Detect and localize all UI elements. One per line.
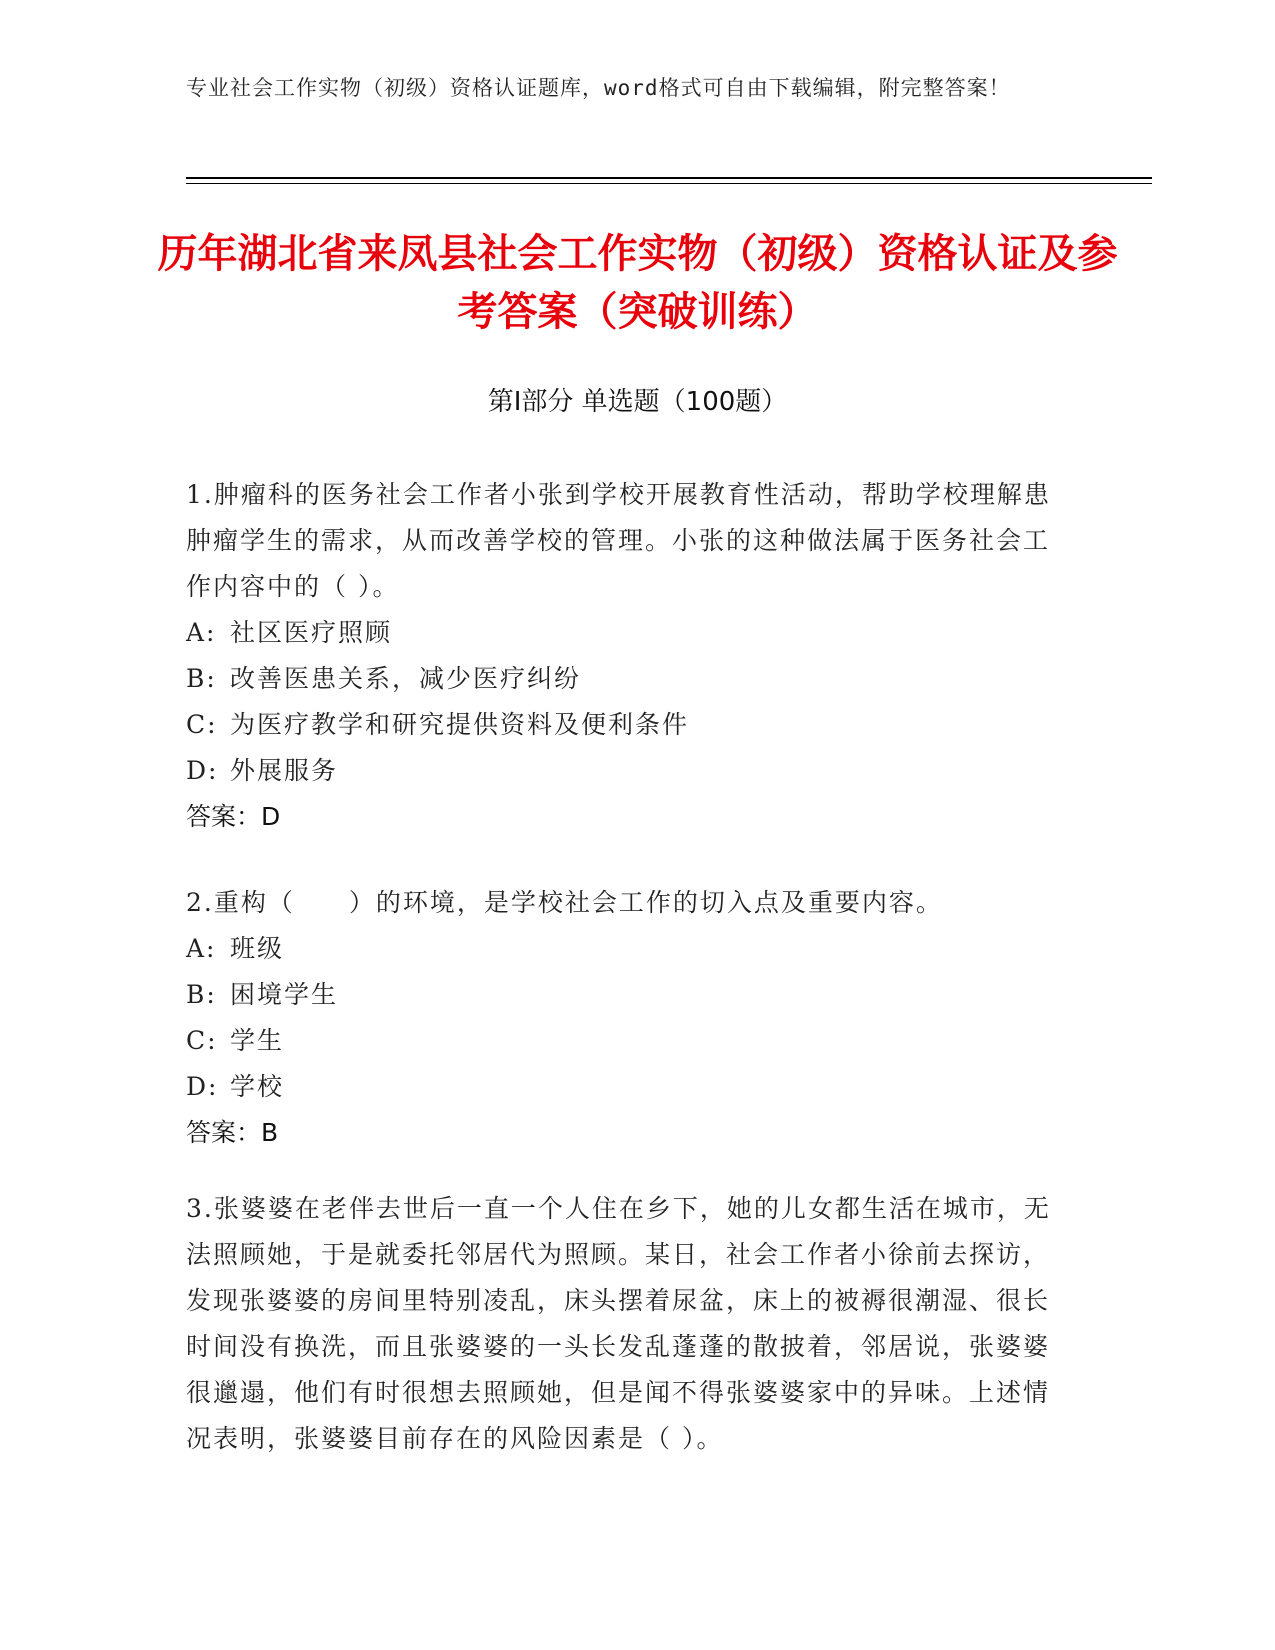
option-c: [186, 1018, 1066, 1064]
option-b: [186, 656, 1066, 702]
header-rule-thin: [186, 183, 1152, 184]
question-stem: 3.张婆婆在老伴去世后一直一个人住在乡下，她的儿女都生活在城市，无法照顾她，于是就委托邻居代为照顾。某日，社会工作者小徐前去探访，发现张婆婆的房间里特别凌乱，床头摆着尿盆，床上的被褥很潮湿、很长时间没有换洗，而且张婆婆的一头长发乱蓬蓬的散披着，邻居说，张婆婆很邋遢，他们有时很想去照顾她，但是闻不得张婆婆家中的异味。上述情况表明，张婆婆目前存在的风险因素是（ ）。: [186, 1194, 1051, 1453]
document-title: 历年湖北省来凤县社会工作实物（初级）资格认证及参考答案（突破训练）: [157, 231, 1118, 335]
option-d: [186, 1064, 1066, 1110]
option-key: C:: [186, 710, 218, 739]
header-note: 专业社会工作实物（初级）资格认证题库，word格式可自由下载编辑，附完整答案！: [186, 76, 1011, 100]
option-a: [186, 610, 1066, 656]
option-key: B:: [186, 980, 217, 1009]
option-text: 班级: [230, 934, 285, 963]
option-d: [186, 748, 1066, 794]
question-stem: 1.肿瘤科的医务社会工作者小张到学校开展教育性活动，帮助学校理解患肿瘤学生的需求，从而改善学校的管理。小张的这种做法属于医务社会工作内容中的（ ）。: [186, 480, 1051, 601]
question-3: [186, 1186, 1066, 1462]
question-1: [186, 472, 1066, 840]
option-text: 学生: [230, 1026, 285, 1055]
option-key: C:: [186, 1026, 218, 1055]
option-text: 外展服务: [230, 756, 339, 785]
option-key: B:: [186, 664, 217, 693]
option-text: 改善医患关系，减少医疗纠纷: [230, 664, 582, 693]
question-stem: 2.重构（ ）的环境，是学校社会工作的切入点及重要内容。: [186, 888, 943, 917]
option-b: [186, 972, 1066, 1018]
section-title: 第Ⅰ部分 单选题（100题）: [487, 387, 788, 417]
header-rule-thick: [186, 177, 1152, 179]
question-2: [186, 880, 1066, 1156]
option-key: D:: [186, 1072, 219, 1101]
option-key: A:: [186, 934, 217, 963]
option-key: A:: [186, 618, 217, 647]
option-text: 困境学生: [230, 980, 339, 1009]
option-text: 为医疗教学和研究提供资料及便利条件: [230, 710, 690, 739]
option-key: D:: [186, 756, 219, 785]
option-text: 社区医疗照顾: [230, 618, 393, 647]
option-a: [186, 926, 1066, 972]
option-c: [186, 702, 1066, 748]
answer-line: 答案：D: [186, 802, 281, 831]
option-text: 学校: [230, 1072, 285, 1101]
answer-line: 答案：B: [186, 1118, 279, 1147]
